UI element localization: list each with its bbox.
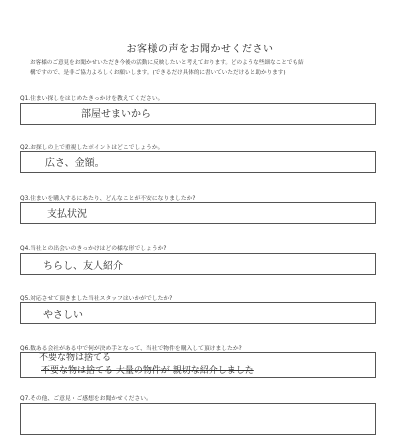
question-1-label: Q1.住まい探しをはじめたきっかけを教えてください。 [20, 96, 164, 102]
question-6-label: Q6.数ある会社がある中で何が決め手となって、当社で物件を購入して頂けましたか? [20, 346, 242, 352]
intro-line-2: 構ですので、是非ご協力よろしくお願いします。(できるだけ具体的に書いていただけると助かります) [30, 70, 286, 76]
answer-box-3[interactable] [20, 202, 376, 224]
answer-6-line-2: 不要な物は捨てる 大量の物件が 親切な紹介しました [41, 366, 254, 376]
answer-6-line-1: 不要な物は捨てる [39, 353, 112, 363]
answer-5-text: やさしい [43, 310, 83, 321]
question-7-label: Q7.その他、ご意見・ご感想をお聞かせください。 [20, 396, 152, 402]
page-title: お客様の声をお聞かせください [126, 44, 274, 55]
question-5-label: Q5.対応させて頂きました当社スタッフはいかがでしたか? [20, 296, 173, 302]
answer-4-text: ちらし、友人紹介 [43, 261, 123, 272]
answer-box-1[interactable] [20, 103, 376, 125]
question-4-label: Q4.当社との出会いのきっかけはどの様な形でしょうか? [20, 246, 167, 252]
answer-box-4[interactable] [20, 253, 376, 275]
question-2-label: Q2.お探しの上で重視したポイントはどこでしょうか。 [20, 145, 164, 151]
intro-text [30, 58, 375, 78]
intro-line-1: お客様のご意見をお聞かせいただき今後の活動に反映したいと考えております。どのような些細なことでも結 [30, 60, 304, 66]
answer-1-text: 部屋せまいから [81, 109, 151, 120]
answer-box-7[interactable] [20, 403, 376, 435]
answer-2-text: 広さ、金額。 [45, 158, 105, 169]
question-3-label: Q3.住まいを購入するにあたり、どんなことが不安になりましたか? [20, 196, 196, 202]
answer-3-text: 支払状況 [47, 209, 87, 220]
answer-box-6[interactable] [20, 352, 376, 378]
answer-box-5[interactable] [20, 302, 376, 324]
answer-box-2[interactable] [20, 151, 376, 173]
